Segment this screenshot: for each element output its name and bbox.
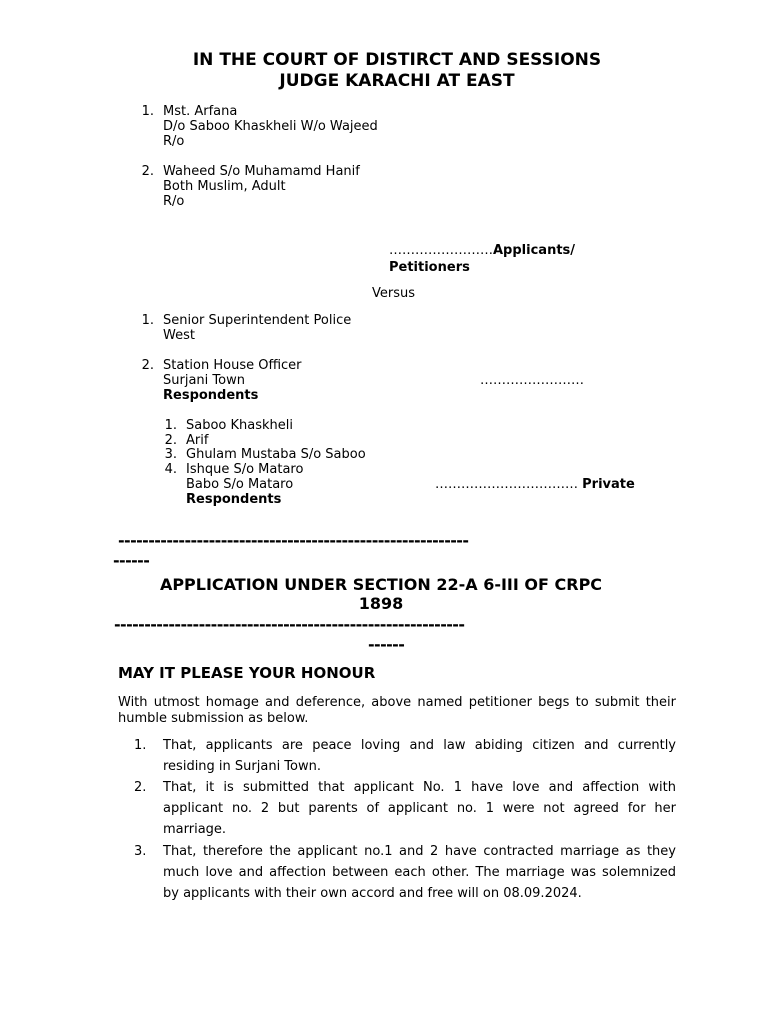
applicant-1-parentage: D/o Saboo Khaskheli W/o Wajeed	[163, 119, 378, 134]
private-label-text: Private	[582, 477, 635, 492]
applicant-1-name: Mst. Arfana	[163, 104, 238, 119]
point-3-text: That, therefore the applicant no.1 and 2 have contracted marriage as they much love and affection between each other. The marriage was solemnized by applicants with their own accord and free will on 08.09.2024.	[163, 844, 676, 901]
private-respondent-4-number: 4.	[164, 462, 177, 477]
applicant-1-residence: R/o	[163, 134, 185, 149]
court-title-line-2: JUDGE KARACHI AT EAST	[279, 71, 515, 91]
point-2-text: That, it is submitted that applicant No. 1 have love and affection with applicant no. 2 but parents of applicant no. 1 were not agreed for her marriage.	[163, 780, 676, 837]
separator-top-line-2: ------	[113, 551, 150, 570]
separator-bottom-line-1: ----------------------------------------------------------	[114, 615, 465, 634]
respondent-1-area: West	[163, 328, 195, 343]
applicants-label-text: Applicants/	[493, 243, 576, 258]
application-title-line-1: APPLICATION UNDER SECTION 22-A 6-III OF CRPC	[159, 575, 603, 594]
respondent-2-title: Station House Officer	[163, 358, 302, 373]
applicant-2-number: 2.	[141, 164, 154, 179]
court-title	[0, 50, 768, 92]
separator-top-line-1: ----------------------------------------------------------	[118, 531, 469, 550]
point-1-number: 1.	[134, 738, 147, 753]
point-1-text: That, applicants are peace loving and law abiding citizen and currently residing in Surjani Town.	[163, 738, 676, 774]
private-respondent-3-name: Ghulam Mustaba S/o Saboo	[186, 447, 366, 462]
intro-paragraph: With utmost homage and deference, above named petitioner begs to submit their humble submission as below.	[118, 695, 676, 726]
respondents-label: Respondents	[163, 388, 259, 403]
petitioners-label: Petitioners	[389, 260, 470, 275]
respondent-1-number: 1.	[141, 313, 154, 328]
respondent-1-title: Senior Superintendent Police	[163, 313, 352, 328]
respondent-2-number: 2.	[141, 358, 154, 373]
applicant-2-name: Waheed S/o Muhamamd Hanif	[163, 164, 360, 179]
point-3-number: 3.	[134, 844, 147, 859]
point-2-number: 2.	[134, 780, 147, 795]
private-respondents-label	[435, 477, 635, 492]
applicant-1-number: 1.	[141, 104, 154, 119]
private-respondent-4-name: Ishque S/o Mataro	[186, 462, 304, 477]
application-title	[0, 575, 762, 613]
private-respondent-3-number: 3.	[164, 447, 177, 462]
court-title-line-1: IN THE COURT OF DISTIRCT AND SESSIONS	[192, 50, 602, 70]
applicants-label	[389, 243, 575, 258]
private-respondent-1-number: 1.	[164, 418, 177, 433]
private-respondents-label-2: Respondents	[186, 492, 282, 507]
applicant-2-status: Both Muslim, Adult	[163, 179, 286, 194]
versus-text: Versus	[372, 286, 416, 301]
private-respondent-1-name: Saboo Khaskheli	[186, 418, 294, 433]
private-respondent-2-name: Arif	[186, 433, 209, 448]
applicants-dots: ……………………	[389, 243, 493, 258]
applicant-2-residence: R/o	[163, 194, 185, 209]
separator-bottom-line-2: ------	[368, 635, 405, 654]
application-title-line-2: 1898	[358, 594, 404, 613]
respondent-2-area: Surjani Town	[163, 373, 245, 388]
salutation: MAY IT PLEASE YOUR HONOUR	[118, 664, 376, 682]
private-respondent-2-number: 2.	[164, 433, 177, 448]
respondents-dots: ……………………	[480, 373, 584, 388]
private-respondents-dots: ……………………………	[435, 477, 578, 492]
private-respondent-extra-name: Babo S/o Mataro	[186, 477, 294, 492]
